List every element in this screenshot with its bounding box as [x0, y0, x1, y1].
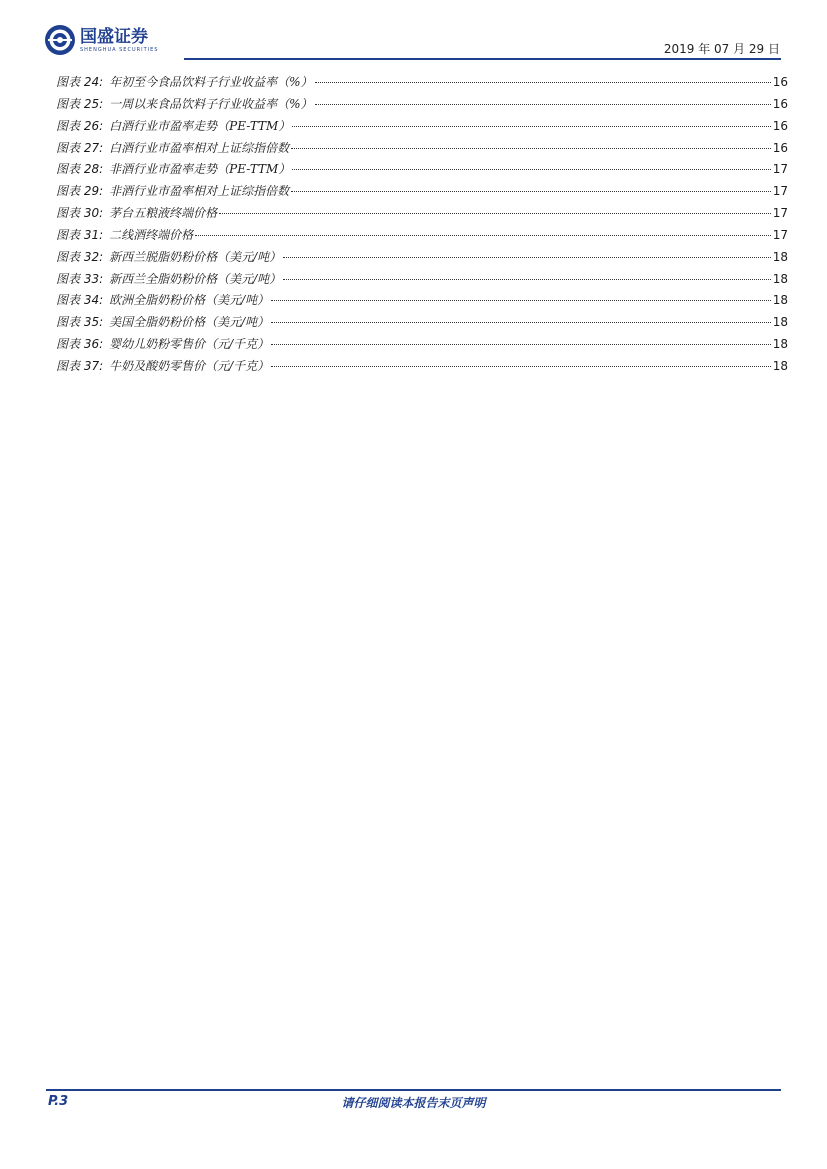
toc-entry-page: 18: [772, 293, 788, 308]
toc-entry-title: 年初至今食品饮料子行业收益率（%）: [109, 75, 313, 89]
toc-entry-label: 图表 37:: [56, 358, 104, 373]
toc-dot-leader: [291, 148, 771, 149]
toc-entry-label: 图表 32:: [56, 249, 104, 264]
toc-entry-title: 美国全脂奶粉价格（美元/吨）: [109, 315, 270, 330]
toc-entry-title: 白酒行业市盈率走势（PE-TTM）: [109, 118, 291, 133]
header-rule: [184, 58, 781, 60]
toc-dot-leader: [315, 104, 771, 105]
toc-entry-title: 新西兰全脂奶粉价格（美元/吨）: [109, 271, 282, 286]
toc-entry-page: 16: [772, 96, 788, 111]
toc-entry-title: 非酒行业市盈率走势（PE-TTM）: [109, 162, 291, 177]
toc-entry[interactable]: [56, 117, 788, 139]
toc-entry-label: 图表 25:: [56, 96, 104, 111]
toc-entry-label: 图表 24:: [56, 75, 104, 89]
report-date: 2019 年 07 月 29 日: [663, 42, 780, 56]
logo-text-block: [80, 27, 158, 53]
toc-dot-leader: [271, 366, 771, 367]
toc-entry[interactable]: [56, 226, 788, 248]
page-header: [0, 0, 827, 62]
toc-entry-page: 17: [772, 227, 788, 242]
toc-entry-page: 18: [772, 337, 788, 352]
toc-entry-page: 16: [772, 140, 788, 155]
toc-dot-leader: [291, 191, 771, 192]
toc-dot-leader: [283, 279, 771, 280]
toc-entry[interactable]: [56, 95, 788, 117]
toc-dot-leader: [271, 322, 771, 323]
toc-entry-title: 新西兰脱脂奶粉价格（美元/吨）: [109, 249, 282, 264]
toc-entry-label: 图表 27:: [56, 140, 104, 155]
toc-dot-leader: [315, 82, 771, 83]
toc-entry[interactable]: [56, 139, 788, 161]
toc-dot-leader: [292, 169, 770, 170]
toc-entry[interactable]: [56, 204, 788, 226]
toc-entry-page: 16: [772, 75, 788, 89]
toc-dot-leader: [283, 257, 771, 258]
toc-entry[interactable]: [56, 335, 788, 357]
toc-entry-label: 图表 28:: [56, 162, 104, 177]
toc-entry[interactable]: [56, 291, 788, 313]
logo-chinese-name: 国盛证券: [80, 27, 148, 47]
footer-disclaimer: 请仔细阅读本报告末页声明: [341, 1096, 486, 1110]
toc-entry-page: 17: [772, 184, 788, 199]
toc-entry[interactable]: [56, 182, 788, 204]
toc-entry-page: 18: [772, 315, 788, 330]
company-logo-icon: [44, 24, 76, 56]
toc-dot-leader: [292, 126, 770, 127]
toc-entry-label: 图表 30:: [56, 206, 104, 221]
toc-entry-page: 17: [772, 162, 788, 177]
figure-list: [56, 73, 788, 379]
toc-entry-page: 17: [772, 206, 788, 221]
toc-entry-label: 图表 35:: [56, 315, 104, 330]
toc-dot-leader: [219, 213, 771, 214]
toc-entry-label: 图表 33:: [56, 271, 104, 286]
toc-entry-title: 牛奶及酸奶零售价（元/千克）: [109, 358, 270, 373]
toc-entry-page: 18: [772, 249, 788, 264]
toc-entry[interactable]: [56, 313, 788, 335]
toc-entry-title: 二线酒终端价格: [109, 227, 194, 242]
toc-entry[interactable]: [56, 357, 788, 379]
company-logo: [44, 24, 158, 56]
toc-entry-label: 图表 29:: [56, 184, 104, 199]
toc-dot-leader: [271, 344, 771, 345]
toc-entry[interactable]: [56, 248, 788, 270]
toc-entry-title: 白酒行业市盈率相对上证综指倍数: [109, 140, 290, 155]
toc-dot-leader: [271, 300, 771, 301]
toc-entry-label: 图表 26:: [56, 118, 104, 133]
logo-english-name: SHENGHUA SECURITIES: [80, 47, 159, 53]
toc-entry-label: 图表 36:: [56, 337, 104, 352]
toc-entry-page: 18: [772, 271, 788, 286]
toc-entry-label: 图表 31:: [56, 227, 104, 242]
toc-entry[interactable]: [56, 270, 788, 292]
toc-entry-title: 茅台五粮液终端价格: [109, 206, 218, 221]
toc-entry[interactable]: [56, 73, 788, 95]
toc-dot-leader: [195, 235, 771, 236]
toc-entry-label: 图表 34:: [56, 293, 104, 308]
toc-entry-title: 一周以来食品饮料子行业收益率（%）: [109, 96, 313, 111]
footer-rule: [46, 1089, 781, 1091]
toc-entry[interactable]: [56, 160, 788, 182]
toc-entry-title: 非酒行业市盈率相对上证综指倍数: [109, 184, 290, 199]
toc-entry-title: 欧洲全脂奶粉价格（美元/吨）: [109, 293, 270, 308]
toc-entry-title: 婴幼儿奶粉零售价（元/千克）: [109, 337, 270, 352]
page-number: P.3: [48, 1094, 69, 1109]
toc-entry-page: 18: [772, 358, 788, 373]
toc-entry-page: 16: [772, 118, 788, 133]
